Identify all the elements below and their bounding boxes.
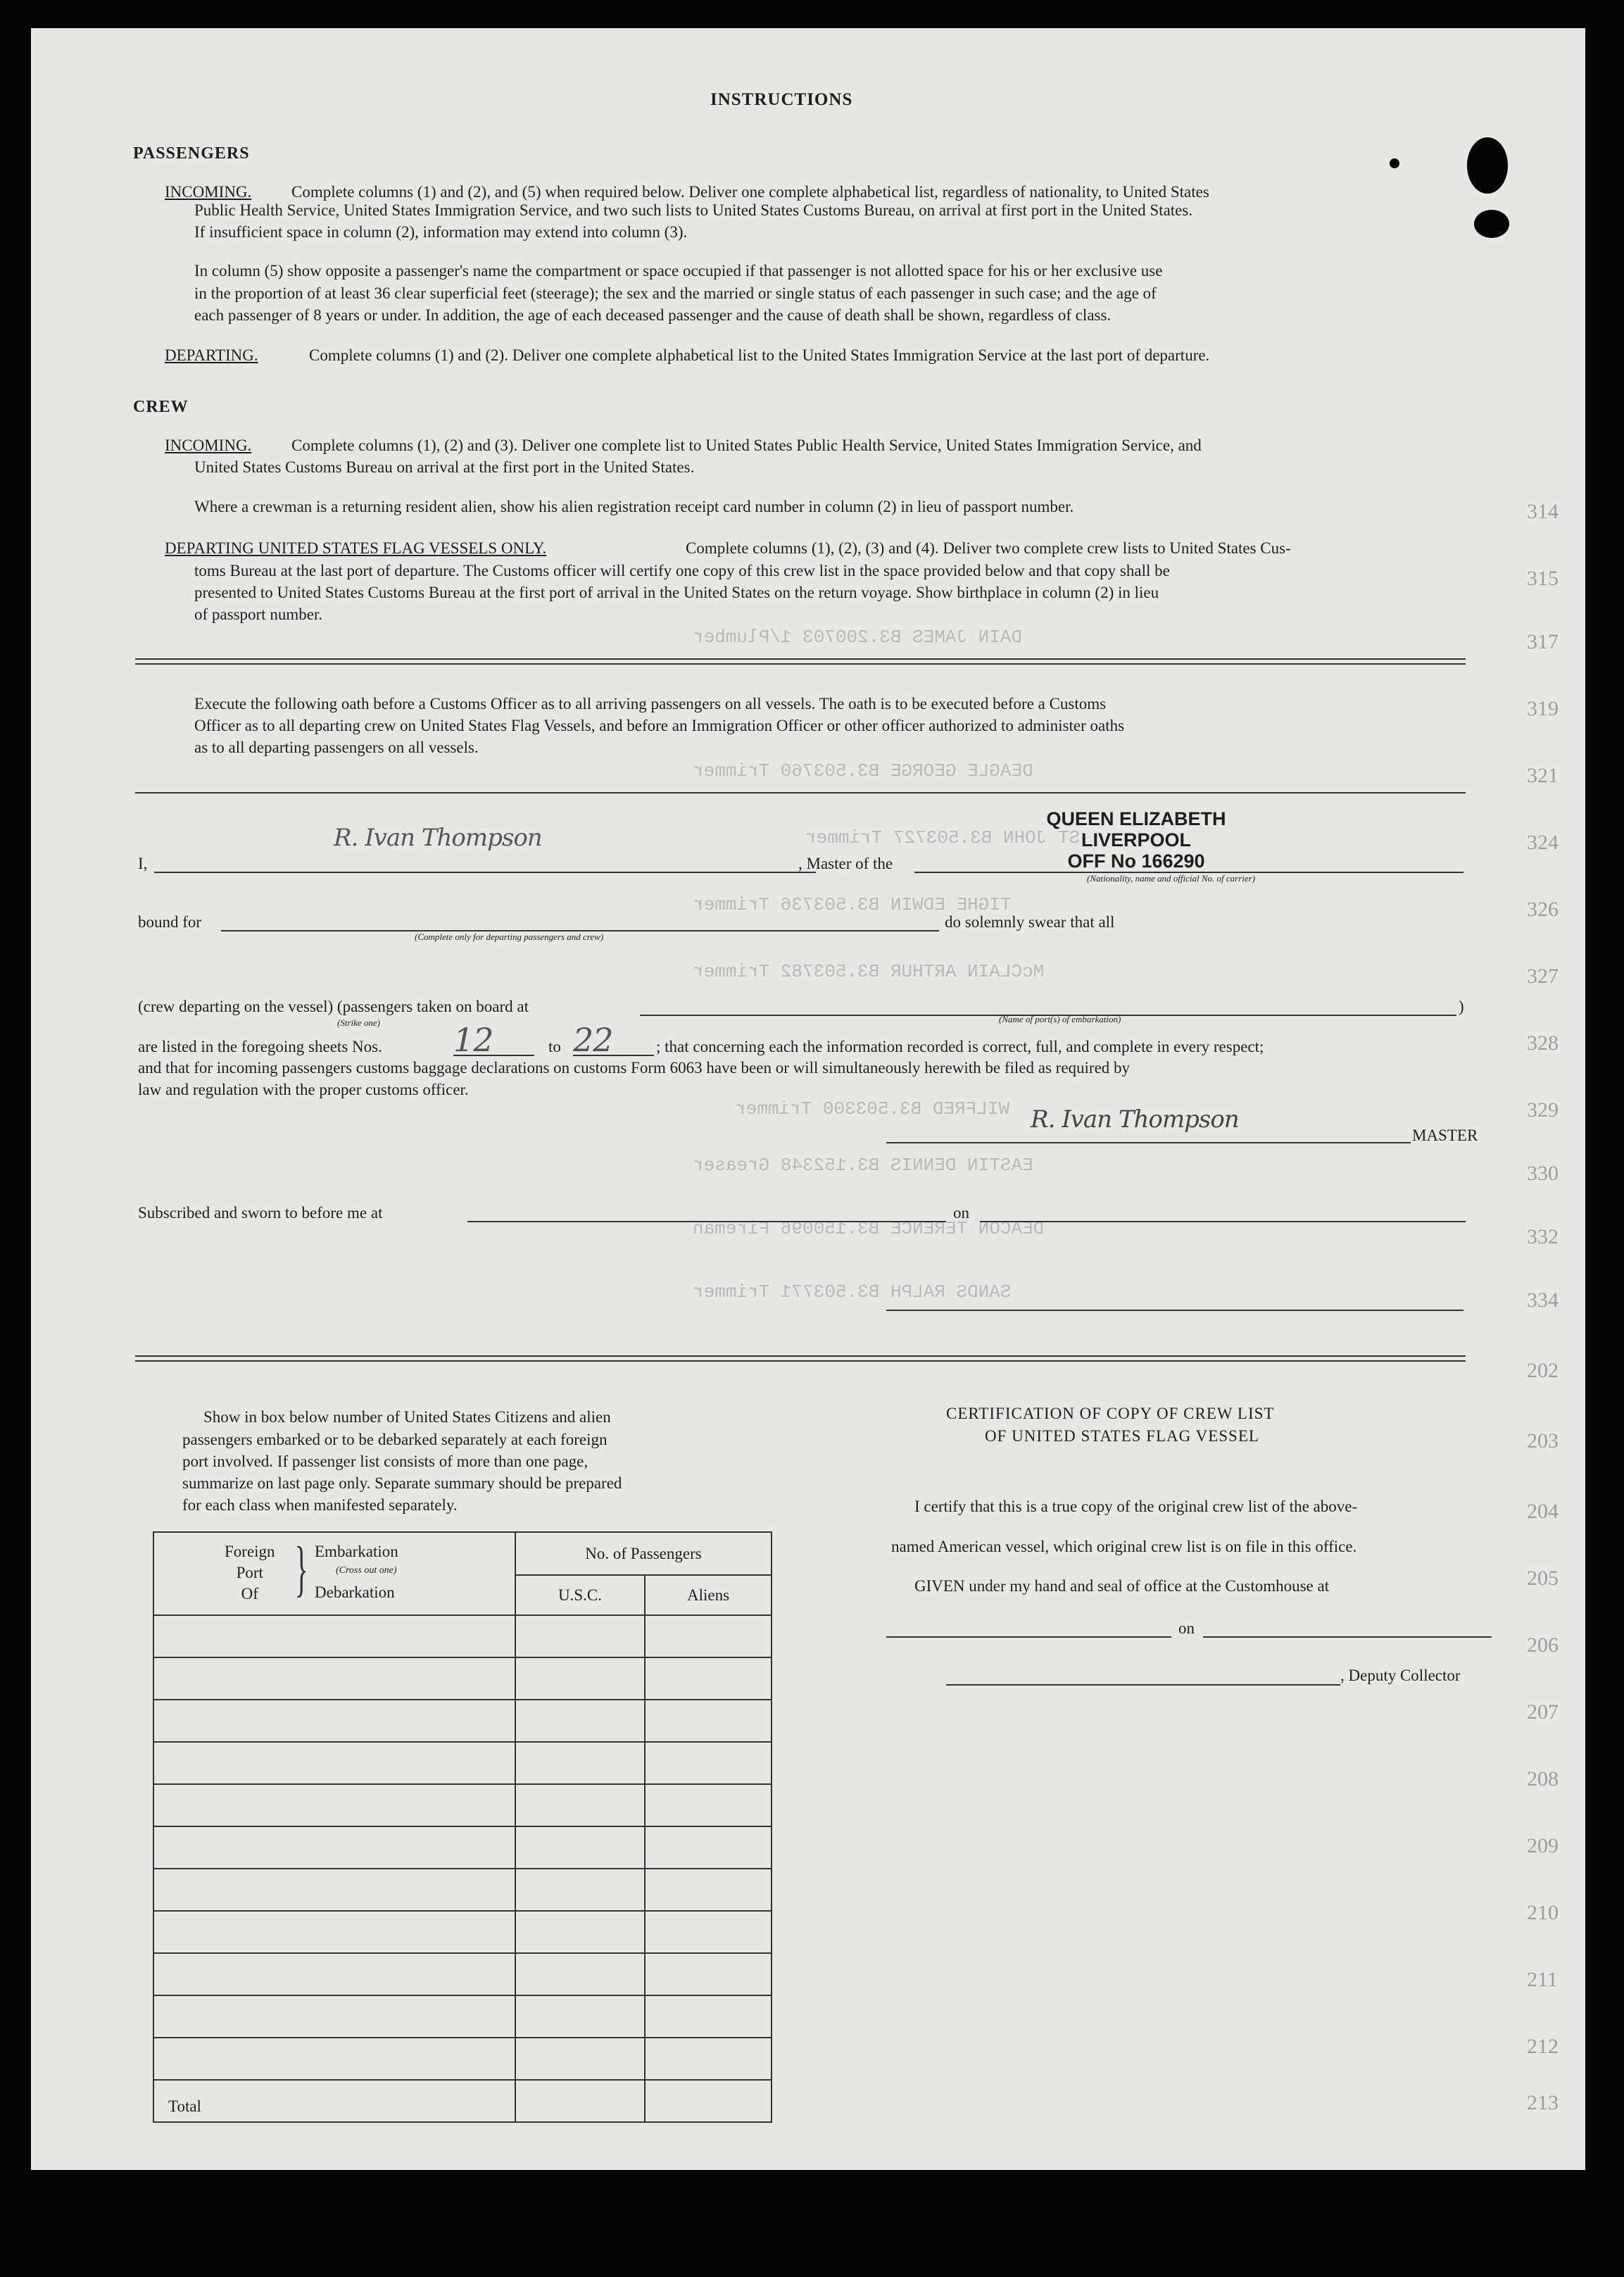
- port-cell[interactable]: [153, 1615, 515, 1657]
- port-cell[interactable]: [153, 1911, 515, 1953]
- no-of-passengers-header: No. of Passengers: [515, 1532, 772, 1575]
- summary-instructions: passengers embarked or to be debarked separately at each foreign: [182, 1431, 608, 1448]
- crew-incoming-text: United States Customs Bureau on arrival at the first port in the United States.: [194, 458, 695, 476]
- margin-number: 205: [1527, 1567, 1559, 1590]
- divider: [135, 792, 1466, 794]
- passengers-incoming-text: If insufficient space in column (2), information may extend into column (3).: [194, 223, 688, 241]
- certification-title: OF UNITED STATES FLAG VESSEL: [985, 1427, 1259, 1445]
- aliens-cell[interactable]: [645, 2038, 772, 2080]
- aliens-cell[interactable]: [645, 1953, 772, 1995]
- passengers-heading: PASSENGERS: [133, 144, 250, 163]
- subscribed-label: Subscribed and sworn to before me at: [138, 1204, 383, 1222]
- of-label: Of: [241, 1585, 258, 1602]
- column5-text: In column (5) show opposite a passenger's name the compartment or space occupied if that passenger is not allotted space for his or her exclusive use: [194, 262, 1163, 280]
- margin-number: 334: [1527, 1288, 1559, 1312]
- crew-list-instructions-sheet: [31, 28, 1585, 2170]
- embarkation-label: Embarkation: [315, 1543, 398, 1560]
- subscribed-place-line[interactable]: [467, 1221, 946, 1222]
- crew-heading: CREW: [133, 398, 189, 416]
- port-cell[interactable]: [153, 1995, 515, 2038]
- usc-cell[interactable]: [515, 1911, 645, 1953]
- foreign-port-of: [225, 1541, 275, 1605]
- sheets-text: ; that concerning each the information recorded is correct, full, and complete in every respect;: [656, 1038, 1264, 1055]
- summary-instructions: for each class when manifested separately.: [182, 1496, 458, 1514]
- margin-number: 329: [1527, 1098, 1559, 1122]
- master-signature: R. Ivan Thompson: [1031, 1105, 1239, 1134]
- certification-text: named American vessel, which original crew list is on file in this office.: [891, 1538, 1357, 1555]
- show-through-line: EASTIN DENNIS B3.152348 Greaser: [693, 1155, 1033, 1176]
- margin-number: 208: [1527, 1767, 1559, 1790]
- certification-title: CERTIFICATION OF COPY OF CREW LIST: [946, 1405, 1275, 1422]
- oath-text: Execute the following oath before a Customs Officer as to all arriving passengers on all vessels. The oath is to be executed before a Customs: [194, 695, 1107, 713]
- aliens-cell[interactable]: [645, 1826, 772, 1869]
- show-through-line: DAIN JAMES B3.200703 1/Plumber: [693, 627, 1023, 648]
- margin-number: 207: [1527, 1700, 1559, 1724]
- margin-number: 203: [1527, 1429, 1559, 1453]
- aliens-cell[interactable]: [645, 1657, 772, 1700]
- margin-number: 204: [1527, 1500, 1559, 1523]
- margin-number: 317: [1527, 630, 1559, 653]
- certification-text: I certify that this is a true copy of the original crew list of the above-: [914, 1498, 1358, 1515]
- strike-caption: (Strike one): [337, 1017, 381, 1028]
- port-cell[interactable]: [153, 1826, 515, 1869]
- show-through-line: SANDS RALPH B3.503771 Trimmer: [693, 1281, 1012, 1303]
- usc-header: U.S.C.: [515, 1575, 645, 1615]
- divider: [135, 1360, 1466, 1362]
- usc-cell[interactable]: [515, 1826, 645, 1869]
- crew-incoming-label: INCOMING.: [165, 437, 252, 454]
- ink-blot: [1467, 137, 1508, 194]
- subscribed-on-label: on: [953, 1204, 969, 1222]
- margin-number: 315: [1527, 567, 1559, 590]
- deputy-collector-label: , Deputy Collector: [1340, 1667, 1461, 1684]
- crew-departing-clause: (crew departing on the vessel) (passengers taken on board at: [138, 998, 529, 1015]
- usc-cell[interactable]: [515, 1615, 645, 1657]
- crew-departing-text: toms Bureau at the last port of departure. The Customs officer will certify one copy of this crew list in the space provided below and that copy shall be: [194, 562, 1170, 579]
- margin-number: 319: [1527, 697, 1559, 720]
- bound-for-caption: (Complete only for departing passengers and crew): [415, 932, 604, 942]
- margin-number: 213: [1527, 2091, 1559, 2114]
- margin-number: 209: [1527, 1834, 1559, 1857]
- vessel-caption: (Nationality, name and official No. of carrier): [1087, 873, 1256, 884]
- certification-date-line[interactable]: [1203, 1636, 1492, 1638]
- master-signature-line[interactable]: [886, 1142, 1411, 1143]
- summary-instructions: Show in box below number of United States Citizens and alien: [203, 1408, 611, 1426]
- margin-number: 212: [1527, 2035, 1559, 2058]
- crew-departing-text: Complete columns (1), (2), (3) and (4). Deliver two complete crew lists to United States Cus-: [686, 539, 1291, 557]
- usc-cell[interactable]: [515, 1700, 645, 1742]
- margin-number: 324: [1527, 831, 1559, 854]
- passengers-departing-text: Complete columns (1) and (2). Deliver one complete alphabetical list to the United States Immigration Service at the last port of departure.: [309, 346, 1210, 364]
- sheet-to: 22: [573, 1021, 613, 1059]
- show-through-line: WILFRED B3.503300 Trimmer: [735, 1098, 1010, 1119]
- aliens-cell[interactable]: [645, 1700, 772, 1742]
- sheets-text: and that for incoming passengers customs baggage declarations on customs Form 6063 have been or will simultaneously herewith be filed as required by: [138, 1059, 1131, 1077]
- total-label: Total: [153, 2080, 515, 2122]
- port-cell[interactable]: [153, 1784, 515, 1826]
- usc-cell[interactable]: [515, 1953, 645, 1995]
- cross-out-caption: (Cross out one): [336, 1565, 397, 1576]
- port-label: Port: [236, 1564, 263, 1581]
- bound-for-label: bound for: [138, 913, 202, 931]
- usc-cell[interactable]: [515, 1869, 645, 1911]
- margin-number: 202: [1527, 1359, 1559, 1382]
- margin-number: 327: [1527, 965, 1559, 988]
- aliens-cell[interactable]: [645, 1742, 772, 1784]
- aliens-cell[interactable]: [645, 1911, 772, 1953]
- vessel-name: QUEEN ELIZABETH: [1046, 808, 1226, 829]
- margin-number: 206: [1527, 1633, 1559, 1657]
- officer-signature-line[interactable]: [886, 1310, 1464, 1311]
- usc-total-cell[interactable]: [515, 2080, 645, 2122]
- crew-departing-label: DEPARTING UNITED STATES FLAG VESSELS ONLY.: [165, 539, 547, 557]
- master-name-signature: R. Ivan Thompson: [334, 824, 542, 852]
- margin-number: 330: [1527, 1162, 1559, 1185]
- foreign-label: Foreign: [225, 1543, 275, 1560]
- port-cell[interactable]: [153, 1700, 515, 1742]
- margin-number: 328: [1527, 1031, 1559, 1055]
- crew-incoming-text: Complete columns (1), (2) and (3). Deliver one complete list to United States Public Health Service, United States Immigration Service, and: [291, 437, 1202, 454]
- sheet-from: 12: [453, 1021, 493, 1059]
- margin-number: 326: [1527, 898, 1559, 921]
- show-through-line: DEACON TERENCE B3.150096 Fireman: [693, 1218, 1045, 1239]
- debarkation-label: Debarkation: [315, 1583, 395, 1601]
- oath-text: Officer as to all departing crew on United States Flag Vessels, and before an Immigration Officer or other officer authorized to administer oaths: [194, 717, 1125, 734]
- margin-number: 314: [1527, 500, 1559, 523]
- usc-cell[interactable]: [515, 1742, 645, 1784]
- ink-blot: [1474, 210, 1509, 238]
- port-cell[interactable]: [153, 1657, 515, 1700]
- passengers-incoming-text: Complete columns (1) and (2), and (5) when required below. Deliver one complete alphabetical list, regardless of nationality, to United States: [291, 183, 1209, 201]
- usc-cell[interactable]: [515, 2038, 645, 2080]
- passengers-departing-label: DEPARTING.: [165, 346, 258, 364]
- usc-cell[interactable]: [515, 1995, 645, 2038]
- sheets-label: are listed in the foregoing sheets Nos.: [138, 1038, 382, 1055]
- show-through-line: McCLAIN ARTHUR B3.503782 Trimmer: [693, 961, 1045, 982]
- to-label: to: [548, 1038, 561, 1055]
- crew-departing-text: of passport number.: [194, 606, 323, 623]
- aliens-cell[interactable]: [645, 1784, 772, 1826]
- oath-text: as to all departing passengers on all vessels.: [194, 739, 479, 756]
- divider: [135, 658, 1466, 660]
- margin-number: 321: [1527, 764, 1559, 787]
- deputy-collector-line[interactable]: [946, 1684, 1340, 1686]
- crew-departing-text: presented to United States Customs Bureau at the first port of arrival in the United States on the return voyage. Show birthplace in column (2) in lieu: [194, 584, 1159, 601]
- column5-text: each passenger of 8 years or under. In addition, the age of each deceased passenger and the cause of death shall be shown, regardless of class.: [194, 306, 1112, 324]
- certification-on-label: on: [1178, 1619, 1195, 1637]
- passengers-incoming-label: INCOMING.: [165, 183, 252, 201]
- port-cell[interactable]: [153, 1869, 515, 1911]
- embarkation-caption: (Name of port(s) of embarkation): [999, 1014, 1121, 1024]
- port-header-cell: [153, 1532, 515, 1615]
- certification-text: GIVEN under my hand and seal of office at the Customhouse at: [914, 1577, 1330, 1595]
- margin-number: 211: [1527, 1968, 1558, 1991]
- summary-instructions: summarize on last page only. Separate summary should be prepared: [182, 1474, 622, 1492]
- page-title: INSTRUCTIONS: [710, 90, 853, 109]
- vessel-official-number: OFF No 166290: [1067, 851, 1205, 872]
- divider: [135, 663, 1466, 665]
- port-cell[interactable]: [153, 1742, 515, 1784]
- margin-number: 210: [1527, 1901, 1559, 1924]
- master-name-line[interactable]: [154, 872, 816, 873]
- ink-blot: [1390, 158, 1399, 168]
- aliens-cell[interactable]: [645, 1995, 772, 2038]
- passengers-incoming-text: Public Health Service, United States Immigration Service, and two such lists to United States Customs Bureau, on arrival at first port in the United States.: [194, 201, 1193, 219]
- crew-resident-text: Where a crewman is a returning resident alien, show his alien registration receipt card number in column (2) in lieu of passport number.: [194, 498, 1074, 515]
- show-through-line: DEAGLE GEORGE B3.503760 Trimmer: [693, 760, 1033, 782]
- show-through-line: TIGHE EDWIN B3.503736 Trimmer: [693, 894, 1012, 915]
- close-paren: ): [1459, 998, 1464, 1015]
- column5-text: in the proportion of at least 36 clear superficial feet (steerage); the sex and the married or single status of each passenger in such case; and the age of: [194, 284, 1157, 302]
- customhouse-line[interactable]: [886, 1636, 1171, 1638]
- subscribed-date-line[interactable]: [980, 1221, 1466, 1222]
- sheets-text: law and regulation with the proper customs officer.: [138, 1081, 469, 1098]
- oath-i-label: I,: [138, 855, 148, 872]
- usc-cell[interactable]: [515, 1657, 645, 1700]
- vessel-stamp: [995, 808, 1277, 872]
- master-of-label: , Master of the: [798, 855, 893, 872]
- port-cell[interactable]: [153, 2038, 515, 2080]
- aliens-header: Aliens: [645, 1575, 772, 1615]
- master-label: MASTER: [1412, 1127, 1478, 1144]
- swear-label: do solemnly swear that all: [945, 913, 1115, 931]
- usc-cell[interactable]: [515, 1784, 645, 1826]
- margin-number: 332: [1527, 1225, 1559, 1248]
- show-through-line: ST JOHN B3.503727 Trimmer: [805, 827, 1081, 848]
- brace-icon: }: [294, 1535, 308, 1603]
- port-cell[interactable]: [153, 1953, 515, 1995]
- vessel-port: LIVERPOOL: [1081, 829, 1191, 851]
- summary-instructions: port involved. If passenger list consists of more than one page,: [182, 1453, 588, 1470]
- aliens-cell[interactable]: [645, 1615, 772, 1657]
- divider: [135, 1355, 1466, 1357]
- aliens-cell[interactable]: [645, 1869, 772, 1911]
- passenger-summary-table: [153, 1531, 772, 2123]
- aliens-total-cell[interactable]: [645, 2080, 772, 2122]
